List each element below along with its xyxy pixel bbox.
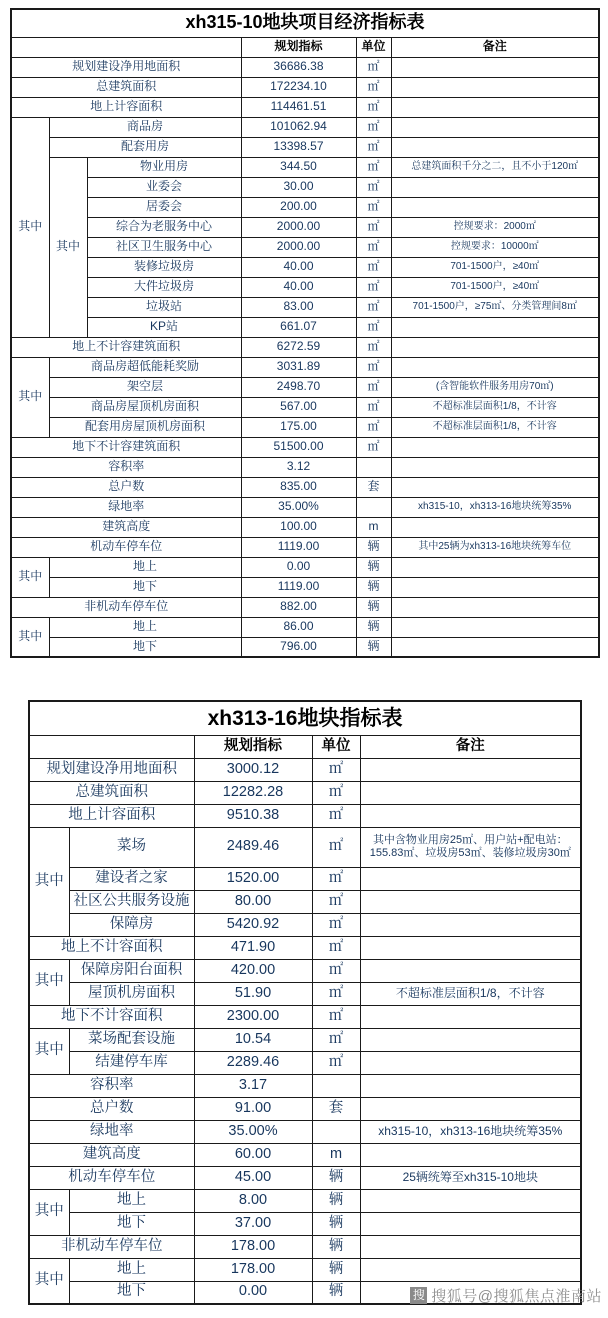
row-unit: 辆 <box>356 577 391 597</box>
row-value: 175.00 <box>241 417 356 437</box>
row-label: KP站 <box>87 317 241 337</box>
table-row <box>11 397 599 417</box>
row-label: 地下 <box>49 577 241 597</box>
table-row <box>29 1028 581 1051</box>
row-value: 101062.94 <box>241 117 356 137</box>
row-value: 8.00 <box>194 1189 312 1212</box>
table-row <box>11 117 599 137</box>
table-row <box>29 1212 581 1235</box>
row-unit: m <box>356 517 391 537</box>
table-row <box>11 497 599 517</box>
row-unit: ㎡ <box>356 277 391 297</box>
table-xh313-16 <box>28 700 582 1305</box>
row-unit <box>312 1120 360 1143</box>
table-row <box>29 1258 581 1281</box>
row-value: 0.00 <box>241 557 356 577</box>
row-label: 居委会 <box>87 197 241 217</box>
corner-cell <box>11 37 241 57</box>
row-value: 2300.00 <box>194 1005 312 1028</box>
table-row <box>11 157 599 177</box>
row-label: 非机动车停车位 <box>29 1235 194 1258</box>
row-unit: ㎡ <box>356 417 391 437</box>
row-value: 83.00 <box>241 297 356 317</box>
row-label: 地上 <box>49 557 241 577</box>
table2-title: xh313-16地块指标表 <box>29 701 581 735</box>
row-value: 178.00 <box>194 1235 312 1258</box>
row-label: 规划建设净用地面积 <box>11 57 241 77</box>
table-row <box>11 197 599 217</box>
row-label: 垃圾站 <box>87 297 241 317</box>
row-label: 保障房 <box>69 913 194 936</box>
row-remark <box>391 577 599 597</box>
row-unit: 辆 <box>356 637 391 657</box>
row-value: 35.00% <box>194 1120 312 1143</box>
row-value: 420.00 <box>194 959 312 982</box>
row-label: 商品房屋顶机房面积 <box>49 397 241 417</box>
row-remark <box>391 77 599 97</box>
row-unit: ㎡ <box>356 237 391 257</box>
row-label: 绿地率 <box>11 497 241 517</box>
table-row <box>29 890 581 913</box>
row-unit: 辆 <box>356 597 391 617</box>
table-row <box>11 57 599 77</box>
group-label-qizhong: 其中 <box>29 959 69 1005</box>
row-label: 保障房阳台面积 <box>69 959 194 982</box>
group-label-qizhong: 其中 <box>49 157 87 337</box>
row-unit: ㎡ <box>356 177 391 197</box>
row-remark: 控规要求：2000㎡ <box>391 217 599 237</box>
corner-cell <box>29 735 194 758</box>
row-remark: xh315-10，xh313-16地块统筹35% <box>391 497 599 517</box>
col-header-indicator: 规划指标 <box>194 735 312 758</box>
table-row <box>29 1235 581 1258</box>
table-row <box>11 577 599 597</box>
row-label: 地上 <box>49 617 241 637</box>
row-unit: ㎡ <box>312 758 360 781</box>
table1-title: xh315-10地块项目经济指标表 <box>11 9 599 37</box>
row-remark: 控规要求：10000㎡ <box>391 237 599 257</box>
row-unit: 套 <box>356 477 391 497</box>
row-value: 200.00 <box>241 197 356 217</box>
row-unit: ㎡ <box>356 217 391 237</box>
col-header-remark: 备注 <box>391 37 599 57</box>
row-unit: ㎡ <box>312 804 360 827</box>
row-value: 86.00 <box>241 617 356 637</box>
row-label: 地上计容面积 <box>29 804 194 827</box>
row-value: 5420.92 <box>194 913 312 936</box>
table-row <box>11 257 599 277</box>
row-unit: ㎡ <box>312 959 360 982</box>
row-value: 2289.46 <box>194 1051 312 1074</box>
row-label: 地上 <box>69 1189 194 1212</box>
table-row <box>29 804 581 827</box>
row-value: 12282.28 <box>194 781 312 804</box>
row-label: 地上不计容建筑面积 <box>11 337 241 357</box>
row-value: 1119.00 <box>241 537 356 557</box>
row-unit: 辆 <box>356 617 391 637</box>
row-value: 178.00 <box>194 1258 312 1281</box>
row-remark <box>391 357 599 377</box>
table-row <box>29 758 581 781</box>
row-remark <box>391 637 599 657</box>
row-unit: ㎡ <box>356 77 391 97</box>
row-remark <box>360 1189 581 1212</box>
row-unit: ㎡ <box>356 137 391 157</box>
row-value: 100.00 <box>241 517 356 537</box>
row-remark: (含智能软件服务用房70㎡) <box>391 377 599 397</box>
row-value: 2489.46 <box>194 827 312 867</box>
table-row <box>29 827 581 867</box>
row-value: 60.00 <box>194 1143 312 1166</box>
table-row <box>11 97 599 117</box>
table-row <box>29 982 581 1005</box>
row-value: 91.00 <box>194 1097 312 1120</box>
row-remark <box>360 1028 581 1051</box>
row-remark <box>360 959 581 982</box>
table-row <box>11 457 599 477</box>
row-remark <box>391 597 599 617</box>
row-label: 地下不计容面积 <box>29 1005 194 1028</box>
row-unit: 辆 <box>312 1166 360 1189</box>
row-label: 机动车停车位 <box>11 537 241 557</box>
row-unit: 辆 <box>312 1189 360 1212</box>
row-value: 835.00 <box>241 477 356 497</box>
row-unit: ㎡ <box>312 913 360 936</box>
row-value: 2498.70 <box>241 377 356 397</box>
row-unit <box>356 497 391 517</box>
row-remark <box>391 617 599 637</box>
row-unit: ㎡ <box>356 437 391 457</box>
table-row <box>29 913 581 936</box>
row-remark: 不超标准层面积1/8，不计容 <box>360 982 581 1005</box>
row-label: 绿地率 <box>29 1120 194 1143</box>
row-label: 建设者之家 <box>69 867 194 890</box>
row-unit: ㎡ <box>356 297 391 317</box>
row-unit: ㎡ <box>356 397 391 417</box>
row-remark <box>360 804 581 827</box>
row-unit: ㎡ <box>356 317 391 337</box>
row-label: 建筑高度 <box>11 517 241 537</box>
table-row <box>11 417 599 437</box>
row-value: 3.17 <box>194 1074 312 1097</box>
table-row <box>29 1097 581 1120</box>
row-remark <box>360 1235 581 1258</box>
row-unit: ㎡ <box>312 936 360 959</box>
table-row <box>11 557 599 577</box>
row-value: 80.00 <box>194 890 312 913</box>
row-remark: xh315-10，xh313-16地块统筹35% <box>360 1120 581 1143</box>
row-value: 10.54 <box>194 1028 312 1051</box>
table-row <box>11 137 599 157</box>
row-remark <box>391 337 599 357</box>
table-row <box>29 1189 581 1212</box>
row-value: 3.12 <box>241 457 356 477</box>
row-unit: ㎡ <box>356 357 391 377</box>
row-value: 45.00 <box>194 1166 312 1189</box>
row-label: 总建筑面积 <box>29 781 194 804</box>
row-label: 地下 <box>69 1212 194 1235</box>
col-header-unit: 单位 <box>312 735 360 758</box>
row-remark <box>360 936 581 959</box>
row-value: 114461.51 <box>241 97 356 117</box>
row-unit: ㎡ <box>356 377 391 397</box>
row-label: 架空层 <box>49 377 241 397</box>
row-value: 35.00% <box>241 497 356 517</box>
row-remark <box>360 1143 581 1166</box>
row-unit: ㎡ <box>356 57 391 77</box>
row-remark <box>391 557 599 577</box>
row-value: 37.00 <box>194 1212 312 1235</box>
table-row <box>11 217 599 237</box>
row-label: 配套用房屋顶机房面积 <box>49 417 241 437</box>
row-remark <box>360 1074 581 1097</box>
row-label: 地下不计容建筑面积 <box>11 437 241 457</box>
table-row <box>11 437 599 457</box>
row-value: 2000.00 <box>241 237 356 257</box>
row-label: 商品房 <box>49 117 241 137</box>
table-row <box>11 317 599 337</box>
row-label: 菜场 <box>69 827 194 867</box>
row-unit: ㎡ <box>312 781 360 804</box>
table-xh315-10 <box>10 8 600 658</box>
watermark-text: 搜狐号@搜狐焦点淮南站 <box>431 1288 602 1305</box>
row-unit: 辆 <box>356 557 391 577</box>
row-remark <box>391 457 599 477</box>
row-label: 总建筑面积 <box>11 77 241 97</box>
row-unit: 辆 <box>312 1235 360 1258</box>
row-label: 配套用房 <box>49 137 241 157</box>
row-label: 总户数 <box>29 1097 194 1120</box>
table-row <box>11 77 599 97</box>
row-value: 661.07 <box>241 317 356 337</box>
table-row <box>11 537 599 557</box>
row-value: 567.00 <box>241 397 356 417</box>
row-remark <box>360 1097 581 1120</box>
row-remark: 701-1500户，≥75㎡、分类管理间8㎡ <box>391 297 599 317</box>
row-unit: ㎡ <box>356 157 391 177</box>
row-label: 地上计容面积 <box>11 97 241 117</box>
row-label: 结建停车库 <box>69 1051 194 1074</box>
sohu-logo-icon: 搜 <box>410 1287 427 1304</box>
row-unit: ㎡ <box>356 257 391 277</box>
table-row <box>11 377 599 397</box>
table-row <box>11 617 599 637</box>
table-row <box>11 637 599 657</box>
row-unit: ㎡ <box>312 867 360 890</box>
row-value: 40.00 <box>241 257 356 277</box>
row-remark: 其中25辆为xh313-16地块统筹车位 <box>391 537 599 557</box>
row-label: 容积率 <box>11 457 241 477</box>
row-value: 51500.00 <box>241 437 356 457</box>
table-row <box>29 1143 581 1166</box>
group-label-qizhong: 其中 <box>29 1189 69 1235</box>
table-row <box>11 477 599 497</box>
row-remark <box>360 913 581 936</box>
row-remark: 不超标准层面积1/8，不计容 <box>391 417 599 437</box>
table-row <box>29 1005 581 1028</box>
row-unit: ㎡ <box>312 827 360 867</box>
row-label: 业委会 <box>87 177 241 197</box>
row-remark <box>391 57 599 77</box>
row-remark <box>391 437 599 457</box>
row-value: 30.00 <box>241 177 356 197</box>
group-label-qizhong: 其中 <box>11 357 49 437</box>
row-unit: 辆 <box>356 537 391 557</box>
row-unit: ㎡ <box>356 197 391 217</box>
col-header-indicator: 规划指标 <box>241 37 356 57</box>
row-remark <box>360 758 581 781</box>
row-unit: ㎡ <box>312 890 360 913</box>
table-row <box>29 867 581 890</box>
group-label-qizhong: 其中 <box>29 1028 69 1074</box>
row-remark <box>391 97 599 117</box>
col-header-remark: 备注 <box>360 735 581 758</box>
row-label: 地下 <box>49 637 241 657</box>
row-label: 建筑高度 <box>29 1143 194 1166</box>
row-remark <box>391 317 599 337</box>
row-remark <box>360 1258 581 1281</box>
row-label: 社区公共服务设施 <box>69 890 194 913</box>
row-value: 0.00 <box>194 1281 312 1304</box>
row-unit: ㎡ <box>312 982 360 1005</box>
row-remark <box>391 117 599 137</box>
row-remark <box>360 1212 581 1235</box>
row-value: 9510.38 <box>194 804 312 827</box>
table-row <box>11 277 599 297</box>
row-value: 344.50 <box>241 157 356 177</box>
row-label: 地上不计容面积 <box>29 936 194 959</box>
row-remark <box>360 1051 581 1074</box>
row-label: 地上 <box>69 1258 194 1281</box>
row-unit: ㎡ <box>356 117 391 137</box>
table-row <box>29 1120 581 1143</box>
row-value: 882.00 <box>241 597 356 617</box>
row-remark: 不超标准层面积1/8，不计容 <box>391 397 599 417</box>
row-remark <box>391 177 599 197</box>
row-label: 规划建设净用地面积 <box>29 758 194 781</box>
row-value: 172234.10 <box>241 77 356 97</box>
table-row <box>29 1051 581 1074</box>
row-unit <box>356 457 391 477</box>
group-label-qizhong: 其中 <box>11 117 49 337</box>
row-label: 装修垃圾房 <box>87 257 241 277</box>
row-value: 796.00 <box>241 637 356 657</box>
row-label: 地下 <box>69 1281 194 1304</box>
row-unit <box>312 1074 360 1097</box>
row-unit: 套 <box>312 1097 360 1120</box>
row-unit: 辆 <box>312 1258 360 1281</box>
table-row <box>29 959 581 982</box>
row-remark: 25辆统筹至xh315-10地块 <box>360 1166 581 1189</box>
row-value: 2000.00 <box>241 217 356 237</box>
row-remark <box>391 477 599 497</box>
row-unit: ㎡ <box>312 1051 360 1074</box>
row-remark: 701-1500户，≥40㎡ <box>391 257 599 277</box>
row-label: 机动车停车位 <box>29 1166 194 1189</box>
row-value: 6272.59 <box>241 337 356 357</box>
row-unit: ㎡ <box>312 1028 360 1051</box>
row-label: 容积率 <box>29 1074 194 1097</box>
row-unit: 辆 <box>312 1281 360 1304</box>
row-remark <box>360 1005 581 1028</box>
row-unit: 辆 <box>312 1212 360 1235</box>
row-value: 1520.00 <box>194 867 312 890</box>
row-label: 商品房超低能耗奖励 <box>49 357 241 377</box>
row-value: 13398.57 <box>241 137 356 157</box>
row-value: 36686.38 <box>241 57 356 77</box>
table-row <box>11 297 599 317</box>
group-label-qizhong: 其中 <box>11 617 49 657</box>
table-row <box>29 1074 581 1097</box>
table-row <box>29 1166 581 1189</box>
row-unit: ㎡ <box>312 1005 360 1028</box>
row-value: 3000.12 <box>194 758 312 781</box>
table-row <box>11 337 599 357</box>
table-row <box>11 517 599 537</box>
table-row <box>11 237 599 257</box>
row-value: 51.90 <box>194 982 312 1005</box>
row-label: 屋顶机房面积 <box>69 982 194 1005</box>
watermark <box>410 1285 602 1306</box>
row-label: 菜场配套设施 <box>69 1028 194 1051</box>
table-row <box>11 357 599 377</box>
row-value: 40.00 <box>241 277 356 297</box>
row-label: 物业用房 <box>87 157 241 177</box>
row-remark: 总建筑面积千分之二，且不小于120㎡ <box>391 157 599 177</box>
row-value: 1119.00 <box>241 577 356 597</box>
row-unit: ㎡ <box>356 337 391 357</box>
table-row <box>29 936 581 959</box>
row-remark <box>360 890 581 913</box>
row-value: 471.90 <box>194 936 312 959</box>
col-header-unit: 单位 <box>356 37 391 57</box>
row-value: 3031.89 <box>241 357 356 377</box>
row-label: 综合为老服务中心 <box>87 217 241 237</box>
row-remark <box>360 781 581 804</box>
table-row <box>29 781 581 804</box>
row-label: 大件垃圾房 <box>87 277 241 297</box>
group-label-qizhong: 其中 <box>29 1258 69 1304</box>
group-label-qizhong: 其中 <box>29 827 69 936</box>
row-label: 总户数 <box>11 477 241 497</box>
row-unit: ㎡ <box>356 97 391 117</box>
row-label: 社区卫生服务中心 <box>87 237 241 257</box>
row-remark <box>391 517 599 537</box>
row-label: 非机动车停车位 <box>11 597 241 617</box>
table-row <box>11 597 599 617</box>
row-remark: 其中含物业用房25㎡、用户站+配电站：155.83㎡、垃圾房53㎡、装修垃圾房30㎡ <box>360 827 581 867</box>
row-unit: m <box>312 1143 360 1166</box>
row-remark <box>391 137 599 157</box>
row-remark <box>360 867 581 890</box>
row-remark: 701-1500户，≥40㎡ <box>391 277 599 297</box>
row-remark <box>391 197 599 217</box>
group-label-qizhong: 其中 <box>11 557 49 597</box>
table-row <box>11 177 599 197</box>
